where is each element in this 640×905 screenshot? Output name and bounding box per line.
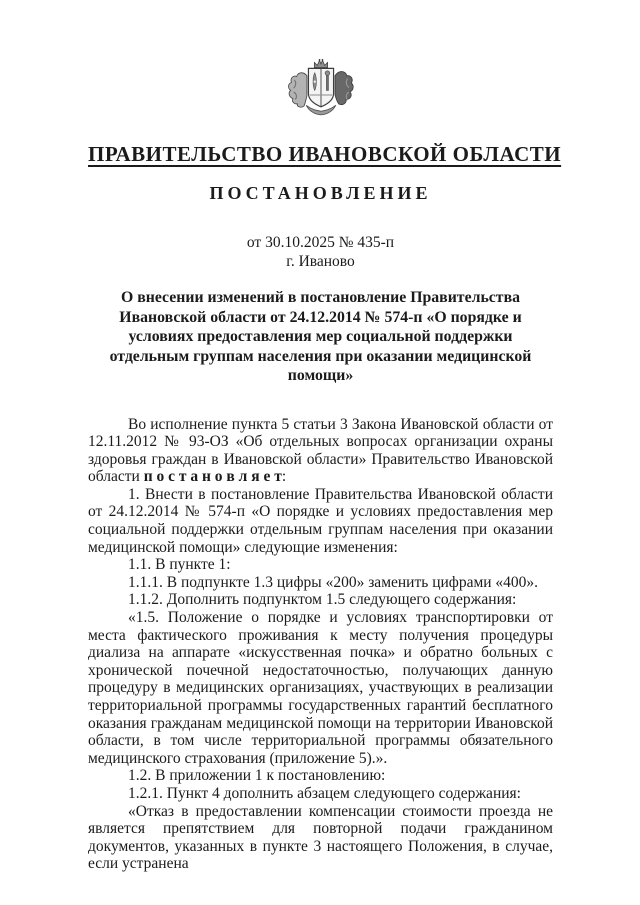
document-paragraph: 1. Внести в постановление Правительства Ивановской области от 24.12.2014 № 574-п «О порядке и условиях предоставления мер социальной поддержки отдельным группам населения при оказании медицинской помощи» следующие изменения: <box>88 485 553 556</box>
doc-place: г. Иваново <box>286 253 355 270</box>
document-paragraph: 1.2.1. Пункт 4 дополнить абзацем следующего содержания: <box>128 784 521 802</box>
preamble-text: Во исполнение пункта 5 статьи 3 Закона Ивановской области от 12.11.2012 № 93-ОЗ «Об отдельных вопросах организации охраны здоровья граждан в Ивановской области» Правительство Ивановской области <box>88 415 553 486</box>
doc-date-block <box>88 233 553 271</box>
preamble-paragraph <box>88 416 553 486</box>
doc-subject: О внесении изменений в постановление Правительства Ивановской области от 24.12.2014 № 574-п «О порядке и условиях предоставления мер социальной поддержки отдельным группам населения при оказании медицинской помощи» <box>109 289 532 384</box>
document-paragraph: 1.1.1. В подпункте 1.3 цифры «200» заменить цифрами «400». <box>128 573 539 591</box>
doc-body <box>88 416 553 873</box>
preamble-resolves-term: п о с т а н о в л я е т <box>143 468 282 486</box>
document-paragraph: «Отказ в предоставлении компенсации стоимости проезда не является препятствием для повторной подачи гражданином документов, указанных в пункте 3 настоящего Положения, в случае, если устранена <box>88 802 553 873</box>
document-paragraph: 1.1.2. Дополнить подпунктом 1.5 следующего содержания: <box>128 591 517 609</box>
document-paragraph: 1.2. В приложении 1 к постановлению: <box>128 767 386 785</box>
preamble-colon: : <box>281 468 287 486</box>
doc-type-heading: ПОСТАНОВЛЕНИЕ <box>209 183 432 203</box>
document-paragraph: 1.1. В пункте 1: <box>128 556 231 574</box>
document-paragraph: «1.5. Положение о порядке и условиях транспортировки от места фактического проживания к месту получения процедуры диализа на аппарате «искусственная почка» и обратно больных с хронической почечной недостаточностью, получающих данную процедуру в медицинских организациях, участвующих в реализации территориальной программы государственных гарантий бесплатного оказания гражданам медицинской помощи на территории Ивановской области, в том числе территориальной программы обязательного медицинского страхования (приложение 5).». <box>88 609 553 767</box>
coat-of-arms-icon <box>88 58 553 126</box>
doc-date-number: от 30.10.2025 № 435-п <box>246 234 395 251</box>
org-name-heading: ПРАВИТЕЛЬСТВО ИВАНОВСКОЙ ОБЛАСТИ <box>88 142 562 166</box>
